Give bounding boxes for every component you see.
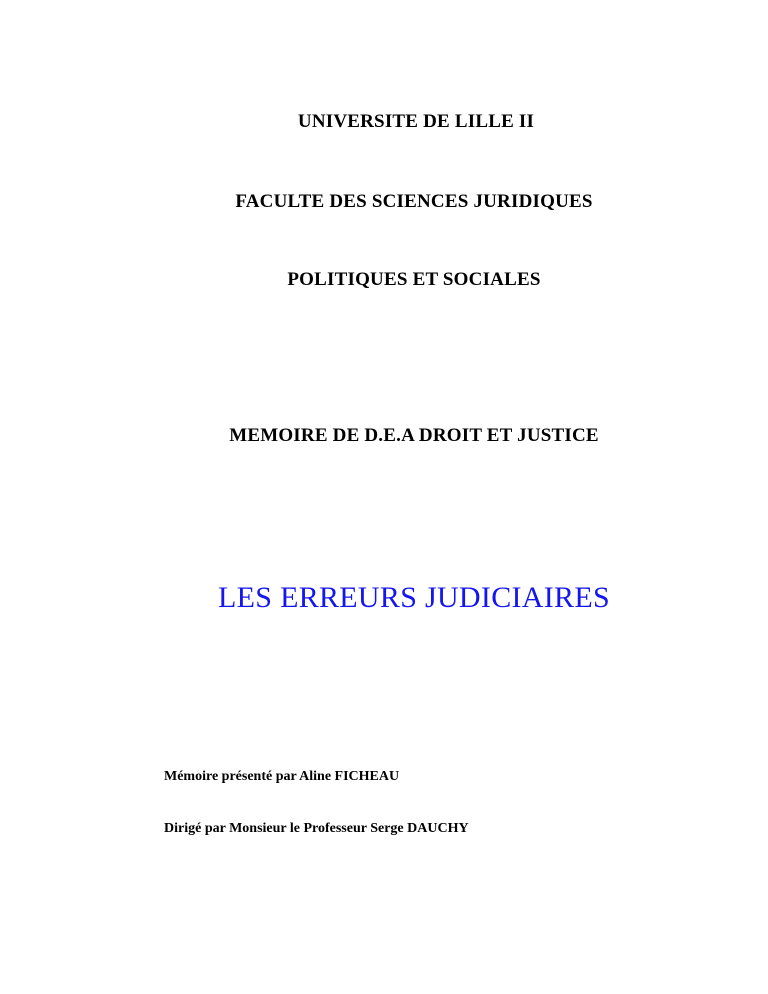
degree-heading: MEMOIRE DE D.E.A DROIT ET JUSTICE bbox=[229, 425, 599, 446]
faculty-name-line2: POLITIQUES ET SOCIALES bbox=[287, 269, 541, 290]
faculty-name-line1: FACULTE DES SCIENCES JURIDIQUES bbox=[235, 191, 593, 212]
thesis-title: LES ERREURS JUDICIAIRES bbox=[218, 581, 610, 614]
supervisor-line: Dirigé par Monsieur le Professeur Serge DAUCHY bbox=[164, 821, 469, 836]
university-name: UNIVERSITE DE LILLE II bbox=[297, 111, 535, 132]
presented-by-line: Mémoire présenté par Aline FICHEAU bbox=[164, 769, 400, 784]
